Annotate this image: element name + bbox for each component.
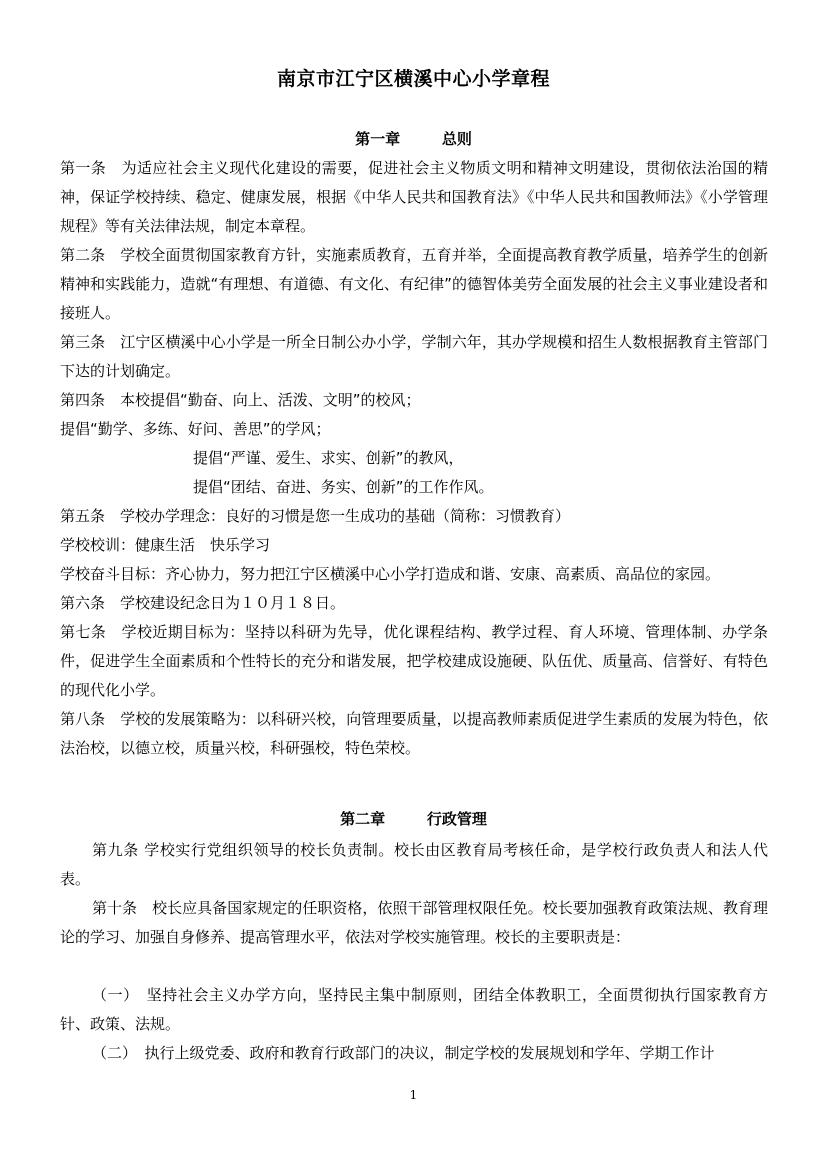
chapter-1-number: 第一章 <box>355 130 401 148</box>
article-10-item-1: （一） 坚持社会主义办学方向，坚持民主集中制原则，团结全体教职工，全面贯彻执行国家教育方针、政策、法规。 <box>60 986 768 1033</box>
article-4-line-1: 第四条 本校提倡“勤奋、向上、活泼、文明”的校风； <box>60 391 421 409</box>
article-10: 第十条 校长应具备国家规定的任职资格，依照干部管理权限任免。校长要加强教育政策法规、教育理论的学习、加强自身修养、提高管理水平，依法对学校实施管理。校长的主要职责是： <box>60 899 768 946</box>
document-title: 南京市江宁区横溪中心小学章程 <box>276 68 550 90</box>
chapter-2-number: 第二章 <box>340 810 386 828</box>
article-3: 第三条 江宁区横溪中心小学是一所全日制公办小学，学制六年，其办学规模和招生人数根据教育主管部门下达的计划确定。 <box>60 333 768 380</box>
page-number: 1 <box>409 1088 418 1102</box>
article-10-item-2: （二） 执行上级党委、政府和教育行政部门的决议，制定学校的发展规划和学年、学期工作计 <box>92 1044 715 1062</box>
article-5: 第五条 学校办学理念：良好的习惯是您一生成功的基础（简称：习惯教育） <box>60 507 571 525</box>
article-2: 第二条 学校全面贯彻国家教育方针，实施素质教育，五育并举，全面提高教育教学质量，培养学生的创新精神和实践能力，造就“有理想、有道德、有文化、有纪律”的德智体美劳全面发展的社会主义事业建设者和接班人。 <box>60 246 768 322</box>
chapter-1-heading <box>0 128 827 149</box>
chapter-1-name: 总则 <box>441 130 472 148</box>
article-1: 第一条 为适应社会主义现代化建设的需要，促进社会主义物质文明和精神文明建设，贯彻依法治国的精神，保证学校持续、稳定、健康发展，根据《中华人民共和国教育法》《中华人民共和国教师法》《小学管理规程》等有关法律法规，制定本章程。 <box>60 159 768 235</box>
school-goal: 学校奋斗目标：齐心协力，努力把江宁区横溪中心小学打造成和谐、安康、高素质、高品位的家园。 <box>60 565 721 583</box>
school-motto: 学校校训：健康生活 快乐学习 <box>60 536 271 554</box>
article-9: 第九条 学校实行党组织领导的校长负责制。校长由区教育局考核任命，是学校行政负责人和法人代表。 <box>60 841 768 888</box>
article-4-line-4: 提倡“团结、奋进、务实、创新”的工作作风。 <box>193 478 494 496</box>
chapter-2-heading <box>0 808 827 829</box>
article-6: 第六条 学校建设纪念日为１０月１８日。 <box>60 594 346 612</box>
article-4-line-3: 提倡“严谨、爱生、求实、创新”的教风， <box>193 449 464 467</box>
chapter-2-name: 行政管理 <box>426 810 487 828</box>
article-7: 第七条 学校近期目标为：坚持以科研为先导，优化课程结构、教学过程、育人环境、管理体制、办学条件，促进学生全面素质和个性特长的充分和谐发展，把学校建成设施硬、队伍优、质量高、信誉好、有特色的现代化小学。 <box>60 623 768 699</box>
article-8: 第八条 学校的发展策略为：以科研兴校，向管理要质量，以提高教师素质促进学生素质的发展为特色，依法治校，以德立校，质量兴校，科研强校，特色荣校。 <box>60 710 768 757</box>
article-4-line-2: 提倡“勤学、多练、好问、善思”的学风； <box>60 420 331 438</box>
